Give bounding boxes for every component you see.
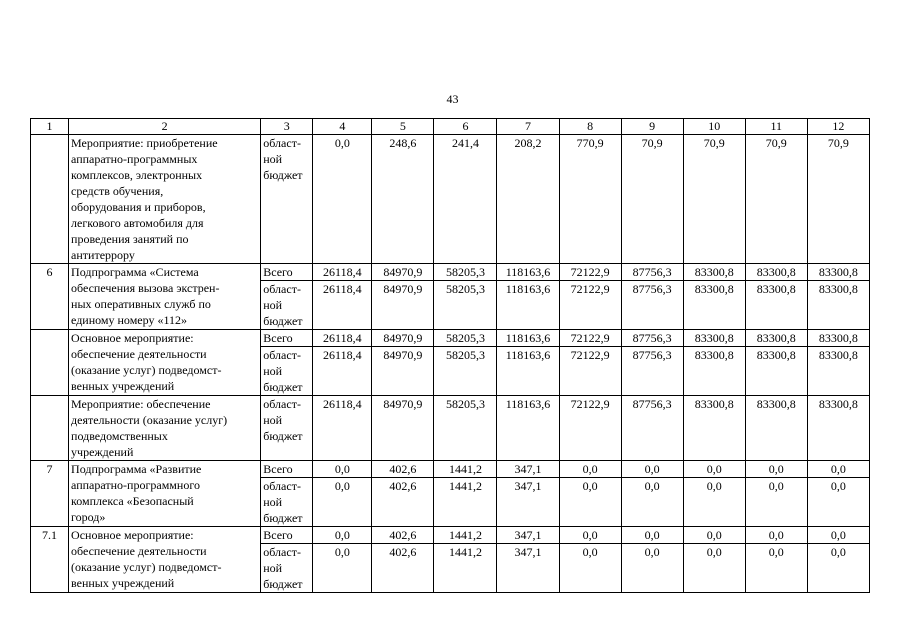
value-cell: 0,0 bbox=[621, 527, 683, 544]
value-cell: 347,1 bbox=[497, 478, 559, 527]
value-cell: 402,6 bbox=[372, 461, 434, 478]
value-cell: 0,0 bbox=[807, 461, 869, 478]
item-name-line: единому номеру «112» bbox=[71, 313, 188, 327]
item-name-line: Мероприятие: обеспечение bbox=[71, 397, 211, 411]
value-cell: 1441,2 bbox=[434, 478, 497, 527]
column-header: 2 bbox=[69, 119, 261, 135]
value-cell: 0,0 bbox=[559, 461, 621, 478]
column-header: 12 bbox=[807, 119, 869, 135]
funding-source-line: област- bbox=[263, 348, 301, 362]
item-name-line: ных оперативных служб по bbox=[71, 297, 211, 311]
value-cell: 0,0 bbox=[683, 527, 745, 544]
value-cell: 87756,3 bbox=[621, 264, 683, 281]
item-name-line: Мероприятие: приобретение bbox=[71, 136, 218, 150]
value-cell: 26118,4 bbox=[313, 330, 372, 347]
value-cell: 72122,9 bbox=[559, 264, 621, 281]
value-cell: 84970,9 bbox=[372, 347, 434, 396]
value-cell: 0,0 bbox=[313, 478, 372, 527]
value-cell: 1441,2 bbox=[434, 544, 497, 593]
column-header: 11 bbox=[745, 119, 807, 135]
row-number-cell bbox=[31, 135, 69, 264]
table-row bbox=[31, 527, 870, 544]
table-row bbox=[31, 330, 870, 347]
funding-source-cell bbox=[261, 461, 313, 478]
value-cell: 0,0 bbox=[807, 527, 869, 544]
value-cell: 87756,3 bbox=[621, 330, 683, 347]
funding-source-line: ной bbox=[263, 495, 283, 509]
value-cell: 72122,9 bbox=[559, 396, 621, 461]
value-cell: 402,6 bbox=[372, 527, 434, 544]
item-name-cell bbox=[69, 135, 261, 264]
value-cell: 0,0 bbox=[313, 527, 372, 544]
value-cell: 83300,8 bbox=[683, 396, 745, 461]
funding-source-cell bbox=[261, 347, 313, 396]
value-cell: 58205,3 bbox=[434, 330, 497, 347]
table-body bbox=[31, 119, 870, 593]
value-cell: 26118,4 bbox=[313, 347, 372, 396]
funding-source-cell bbox=[261, 478, 313, 527]
value-cell: 347,1 bbox=[497, 527, 559, 544]
value-cell: 0,0 bbox=[807, 478, 869, 527]
funding-source-line: Всего bbox=[263, 265, 293, 279]
value-cell: 84970,9 bbox=[372, 264, 434, 281]
value-cell: 0,0 bbox=[807, 544, 869, 593]
funding-source-line: Всего bbox=[263, 462, 293, 476]
column-header: 8 bbox=[559, 119, 621, 135]
value-cell: 58205,3 bbox=[434, 264, 497, 281]
funding-source-line: Всего bbox=[263, 331, 293, 345]
value-cell: 241,4 bbox=[434, 135, 497, 264]
value-cell: 87756,3 bbox=[621, 396, 683, 461]
item-name-cell bbox=[69, 264, 261, 330]
funding-source-cell bbox=[261, 527, 313, 544]
value-cell: 58205,3 bbox=[434, 347, 497, 396]
value-cell: 118163,6 bbox=[497, 264, 559, 281]
page-number: 43 bbox=[446, 92, 459, 106]
funding-source-cell bbox=[261, 135, 313, 264]
value-cell: 0,0 bbox=[621, 461, 683, 478]
item-name-line: антитеррору bbox=[71, 248, 135, 262]
row-number-cell: 7 bbox=[31, 461, 69, 527]
item-name-line: обеспечение деятельности bbox=[71, 544, 207, 558]
value-cell: 208,2 bbox=[497, 135, 559, 264]
item-name-line: средств обучения, bbox=[71, 184, 164, 198]
value-cell: 402,6 bbox=[372, 478, 434, 527]
funding-source-cell bbox=[261, 544, 313, 593]
funding-source-line: област- bbox=[263, 397, 301, 411]
item-name-line: Основное мероприятие: bbox=[71, 528, 194, 542]
value-cell: 0,0 bbox=[683, 478, 745, 527]
row-number-cell: 6 bbox=[31, 264, 69, 330]
value-cell: 0,0 bbox=[745, 461, 807, 478]
value-cell: 83300,8 bbox=[807, 347, 869, 396]
value-cell: 0,0 bbox=[313, 461, 372, 478]
value-cell: 83300,8 bbox=[807, 264, 869, 281]
value-cell: 0,0 bbox=[621, 478, 683, 527]
value-cell: 347,1 bbox=[497, 544, 559, 593]
value-cell: 84970,9 bbox=[372, 281, 434, 330]
row-number-cell bbox=[31, 396, 69, 461]
column-header: 1 bbox=[31, 119, 69, 135]
funding-source-line: област- bbox=[263, 282, 301, 296]
value-cell: 0,0 bbox=[683, 544, 745, 593]
value-cell: 118163,6 bbox=[497, 281, 559, 330]
value-cell: 72122,9 bbox=[559, 281, 621, 330]
item-name-line: обеспечение деятельности bbox=[71, 347, 207, 361]
value-cell: 118163,6 bbox=[497, 396, 559, 461]
item-name-line: легкового автомобиля для bbox=[71, 216, 204, 230]
item-name-line: венных учреждений bbox=[71, 379, 175, 393]
item-name-line: (оказание услуг) подведомст- bbox=[71, 560, 222, 574]
value-cell: 84970,9 bbox=[372, 396, 434, 461]
value-cell: 83300,8 bbox=[745, 347, 807, 396]
value-cell: 72122,9 bbox=[559, 347, 621, 396]
value-cell: 83300,8 bbox=[807, 330, 869, 347]
funding-source-line: област- bbox=[263, 479, 301, 493]
table-row bbox=[31, 135, 870, 264]
item-name-line: Основное мероприятие: bbox=[71, 331, 194, 345]
item-name-line: деятельности (оказание услуг) bbox=[71, 413, 228, 427]
value-cell: 1441,2 bbox=[434, 527, 497, 544]
funding-source-cell bbox=[261, 281, 313, 330]
table-row bbox=[31, 264, 870, 281]
value-cell: 70,9 bbox=[807, 135, 869, 264]
item-name-line: комплекса «Безопасный bbox=[71, 494, 194, 508]
value-cell: 0,0 bbox=[559, 544, 621, 593]
value-cell: 83300,8 bbox=[683, 347, 745, 396]
item-name-line: проведения занятий по bbox=[71, 232, 189, 246]
item-name-line: комплексов, электронных bbox=[71, 168, 203, 182]
funding-source-line: бюджет bbox=[263, 168, 303, 182]
value-cell: 70,9 bbox=[621, 135, 683, 264]
value-cell: 83300,8 bbox=[683, 330, 745, 347]
column-header: 10 bbox=[683, 119, 745, 135]
value-cell: 26118,4 bbox=[313, 264, 372, 281]
item-name-cell bbox=[69, 461, 261, 527]
value-cell: 72122,9 bbox=[559, 330, 621, 347]
funding-source-line: ной bbox=[263, 561, 283, 575]
value-cell: 0,0 bbox=[559, 527, 621, 544]
funding-source-cell bbox=[261, 330, 313, 347]
item-name-line: обеспечения вызова экстрен- bbox=[71, 281, 220, 295]
item-name-line: Подпрограмма «Система bbox=[71, 265, 199, 279]
funding-source-line: бюджет bbox=[263, 511, 303, 525]
funding-source-line: Всего bbox=[263, 528, 293, 542]
value-cell: 83300,8 bbox=[683, 264, 745, 281]
value-cell: 83300,8 bbox=[807, 281, 869, 330]
value-cell: 58205,3 bbox=[434, 396, 497, 461]
column-header: 9 bbox=[621, 119, 683, 135]
value-cell: 70,9 bbox=[745, 135, 807, 264]
value-cell: 87756,3 bbox=[621, 347, 683, 396]
column-header: 6 bbox=[434, 119, 497, 135]
header-row bbox=[31, 119, 870, 135]
value-cell: 0,0 bbox=[745, 527, 807, 544]
item-name-line: город» bbox=[71, 510, 106, 524]
funding-source-line: ной bbox=[263, 364, 283, 378]
item-name-line: учреждений bbox=[71, 445, 134, 459]
value-cell: 0,0 bbox=[745, 544, 807, 593]
funding-source-cell bbox=[261, 264, 313, 281]
funding-source-cell bbox=[261, 396, 313, 461]
value-cell: 83300,8 bbox=[745, 330, 807, 347]
item-name-cell bbox=[69, 527, 261, 593]
value-cell: 83300,8 bbox=[745, 281, 807, 330]
funding-source-line: бюджет bbox=[263, 380, 303, 394]
value-cell: 347,1 bbox=[497, 461, 559, 478]
funding-source-line: област- bbox=[263, 545, 301, 559]
item-name-cell bbox=[69, 396, 261, 461]
funding-source-line: ной bbox=[263, 152, 283, 166]
budget-table bbox=[30, 118, 870, 593]
row-number-cell: 7.1 bbox=[31, 527, 69, 593]
value-cell: 83300,8 bbox=[745, 396, 807, 461]
item-name-line: аппаратно-программных bbox=[71, 152, 198, 166]
funding-source-line: бюджет bbox=[263, 314, 303, 328]
value-cell: 83300,8 bbox=[807, 396, 869, 461]
value-cell: 118163,6 bbox=[497, 330, 559, 347]
value-cell: 0,0 bbox=[745, 478, 807, 527]
item-name-line: (оказание услуг) подведомст- bbox=[71, 363, 222, 377]
value-cell: 84970,9 bbox=[372, 330, 434, 347]
value-cell: 83300,8 bbox=[745, 264, 807, 281]
value-cell: 58205,3 bbox=[434, 281, 497, 330]
value-cell: 87756,3 bbox=[621, 281, 683, 330]
value-cell: 70,9 bbox=[683, 135, 745, 264]
funding-source-line: бюджет bbox=[263, 577, 303, 591]
table-row bbox=[31, 461, 870, 478]
funding-source-line: ной bbox=[263, 413, 283, 427]
funding-source-line: бюджет bbox=[263, 429, 303, 443]
item-name-cell bbox=[69, 330, 261, 396]
value-cell: 83300,8 bbox=[683, 281, 745, 330]
value-cell: 248,6 bbox=[372, 135, 434, 264]
value-cell: 0,0 bbox=[621, 544, 683, 593]
value-cell: 0,0 bbox=[313, 544, 372, 593]
funding-source-line: област- bbox=[263, 136, 301, 150]
item-name-line: Подпрограмма «Развитие bbox=[71, 462, 202, 476]
item-name-line: подведомственных bbox=[71, 429, 168, 443]
item-name-line: оборудования и приборов, bbox=[71, 200, 206, 214]
column-header: 4 bbox=[313, 119, 372, 135]
item-name-line: венных учреждений bbox=[71, 576, 175, 590]
value-cell: 402,6 bbox=[372, 544, 434, 593]
column-header: 5 bbox=[372, 119, 434, 135]
value-cell: 118163,6 bbox=[497, 347, 559, 396]
value-cell: 26118,4 bbox=[313, 281, 372, 330]
value-cell: 770,9 bbox=[559, 135, 621, 264]
value-cell: 0,0 bbox=[559, 478, 621, 527]
item-name-line: аппаратно-программного bbox=[71, 478, 200, 492]
funding-source-line: ной bbox=[263, 298, 283, 312]
row-number-cell bbox=[31, 330, 69, 396]
column-header: 7 bbox=[497, 119, 559, 135]
value-cell: 0,0 bbox=[313, 135, 372, 264]
value-cell: 26118,4 bbox=[313, 396, 372, 461]
value-cell: 1441,2 bbox=[434, 461, 497, 478]
table-row bbox=[31, 396, 870, 461]
value-cell: 0,0 bbox=[683, 461, 745, 478]
column-header: 3 bbox=[261, 119, 313, 135]
